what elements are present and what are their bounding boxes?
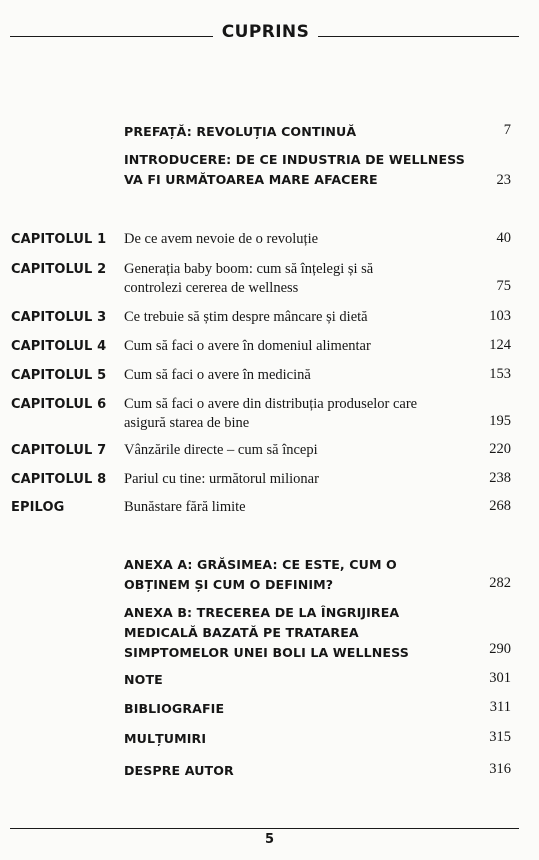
toc-entry-title: Bunăstare fără limite [124,499,246,515]
toc-entry-title: Cum să faci o avere din distribuția produselor care asigură starea de bine [124,396,418,431]
toc-entry-page: 40 [496,230,511,246]
toc-entry-label: CAPITOLUL 3 [11,310,107,325]
toc-entry-page: 124 [489,337,511,353]
toc-entry-page: 75 [496,278,511,294]
header-rule-right [318,36,519,37]
toc-entry-label: CAPITOLUL 4 [11,339,107,354]
toc-entry-label: CAPITOLUL 1 [11,232,107,247]
toc-entry-label: CAPITOLUL 2 [11,262,107,277]
toc-entry-title: ANEXA B: TRECEREA DE LA ÎNGRIJIREA MEDICALĂ BAZATĂ PE TRATAREA SIMPTOMELOR UNEI BOLI LA WELLNESS [124,605,409,660]
toc-entry-page: 316 [489,761,511,777]
toc-entry-title: NOTE [124,672,163,687]
toc-entry-title: Pariul cu tine: următorul milionar [124,471,319,487]
toc-entry-page: 220 [489,441,511,457]
page-header [0,22,539,48]
toc-entry-page: 315 [489,729,511,745]
page-title: CUPRINS [221,22,310,42]
toc-entry-page: 238 [489,470,511,486]
toc-entry-title: INTRODUCERE: DE CE INDUSTRIA DE WELLNESS VA FI URMĂTOAREA MARE AFACERE [124,152,465,187]
toc-entry-title: MULȚUMIRI [124,731,207,746]
header-rule-left [10,36,213,37]
toc-entry-page: 103 [489,308,511,324]
toc-entry-title: ANEXA A: GRĂSIMEA: CE ESTE, CUM O OBȚINEM ȘI CUM O DEFINIM? [124,557,397,592]
toc-entry-title: Cum să faci o avere în domeniul alimentar [124,338,371,354]
toc-entry-title: BIBLIOGRAFIE [124,701,225,716]
toc-entry-title: De ce avem nevoie de o revoluție [124,231,319,247]
toc-entry-page: 301 [489,670,511,686]
toc-entry-page: 311 [489,699,511,715]
toc-entry-page: 7 [503,122,511,138]
toc-entry-label: CAPITOLUL 8 [11,472,107,487]
toc-entry-page: 282 [489,575,511,591]
toc-entry-page: 195 [489,413,511,429]
toc-entry-page: 153 [489,366,511,382]
toc-entry-title: Cum să faci o avere în medicină [124,367,311,383]
toc-entry-page: 23 [496,172,511,188]
toc-entry-title: Vânzările directe – cum să începi [124,442,318,458]
toc-entry-label: EPILOG [11,500,65,515]
toc-entry-label: CAPITOLUL 7 [11,443,107,458]
toc-entry-page: 268 [489,498,511,514]
footer-page-number: 5 [264,832,275,847]
toc-entry-label: CAPITOLUL 6 [11,397,107,412]
toc-entry-page: 290 [489,641,511,657]
toc-entry-title: Generația baby boom: cum să înțelegi și să controlezi cererea de wellness [124,261,374,296]
toc-entry-label: CAPITOLUL 5 [11,368,107,383]
toc-entry-title: DESPRE AUTOR [124,763,234,778]
toc-entry-title: PREFAȚĂ: REVOLUȚIA CONTINUĂ [124,124,357,139]
footer-rule [10,828,519,829]
toc-entry-title: Ce trebuie să știm despre mâncare și dietă [124,309,368,325]
